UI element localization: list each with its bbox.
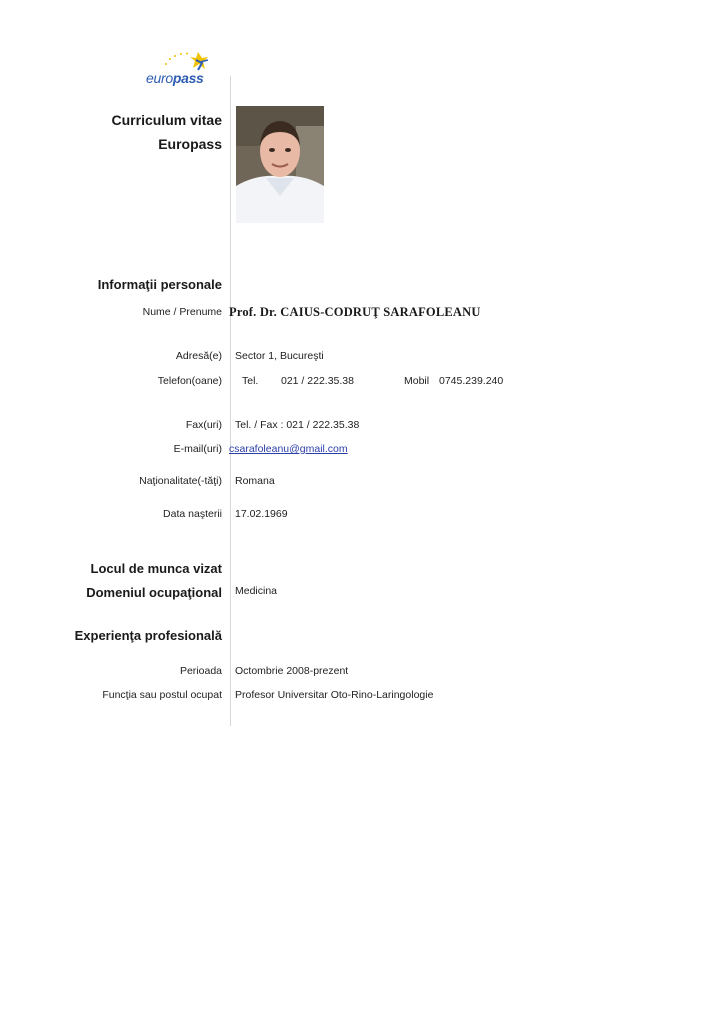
section-occupational-field: Domeniul ocupaţional bbox=[86, 585, 222, 600]
phone-value: 021 / 222.35.38 bbox=[281, 375, 354, 387]
position-label: Funcţia sau postul ocupat bbox=[102, 689, 222, 701]
mobile-prefix: Mobil bbox=[404, 375, 430, 387]
phone-label: Telefon(oane) bbox=[157, 375, 222, 387]
section-personal-info: Informaţii personale bbox=[97, 277, 222, 292]
mobile-value: 0745.239.240 bbox=[439, 375, 504, 387]
logo-text-pass: pass bbox=[172, 70, 204, 86]
period-label: Perioada bbox=[179, 665, 222, 677]
occupational-field-value: Medicina bbox=[235, 585, 278, 597]
email-label: E-mail(uri) bbox=[173, 443, 222, 455]
address-value: Sector 1, Bucureşti bbox=[235, 350, 324, 362]
birth-date-value: 17.02.1969 bbox=[235, 508, 288, 520]
europass-logo bbox=[140, 50, 230, 90]
section-experience: Experienţa profesională bbox=[74, 628, 222, 643]
name-label: Nume / Prenume bbox=[142, 306, 222, 318]
period-value: Octombrie 2008-prezent bbox=[235, 665, 349, 677]
nationality-label: Naţionalitate(-tăţi) bbox=[139, 475, 222, 487]
phone-prefix: Tel. bbox=[242, 375, 259, 387]
email-link[interactable]: csarafoleanu@gmail.com bbox=[229, 443, 348, 455]
fax-label: Fax(uri) bbox=[185, 419, 222, 431]
logo-text-euro: euro bbox=[146, 70, 173, 86]
address-label: Adresă(e) bbox=[175, 350, 222, 362]
portrait-image bbox=[236, 106, 324, 223]
cv-title-line2: Europass bbox=[158, 136, 222, 152]
name-value: Prof. Dr. CAIUS-CODRUŢ SARAFOLEANU bbox=[229, 305, 481, 319]
europass-logo-text bbox=[146, 70, 204, 86]
cv-title bbox=[112, 108, 222, 156]
nationality-value: Romana bbox=[235, 475, 275, 487]
profile-photo bbox=[236, 106, 324, 223]
position-value: Profesor Universitar Oto-Rino-Laringologie bbox=[235, 689, 434, 701]
column-divider bbox=[230, 76, 231, 726]
birth-date-label: Data naşterii bbox=[163, 508, 222, 520]
section-job-target: Locul de munca vizat bbox=[90, 561, 222, 576]
fax-value: Tel. / Fax : 021 / 222.35.38 bbox=[235, 419, 360, 431]
cv-title-line1: Curriculum vitae bbox=[111, 112, 222, 128]
